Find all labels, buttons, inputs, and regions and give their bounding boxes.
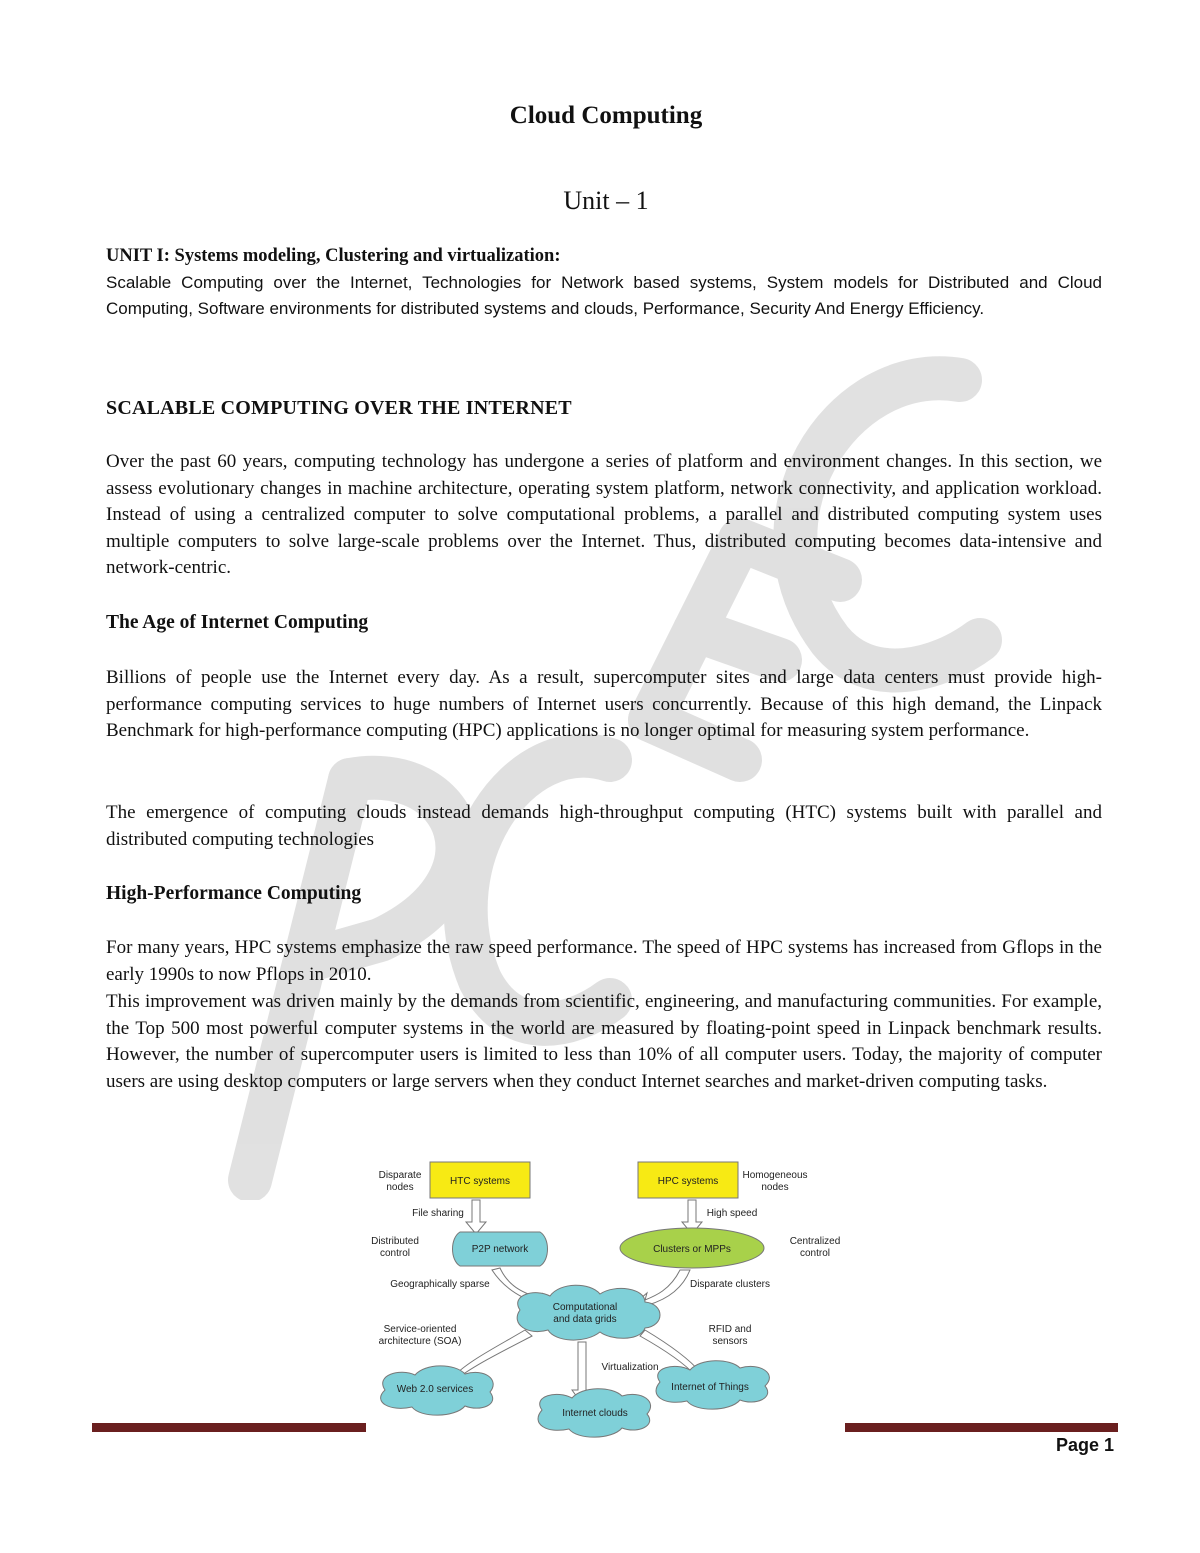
homogeneous-nodes-2: nodes (761, 1182, 789, 1193)
grids-label-1: Computational (552, 1302, 618, 1313)
soa-label-1: Service-oriented (383, 1324, 457, 1335)
footer-bar-right (845, 1423, 1118, 1432)
grids-label-2: and data grids (553, 1314, 617, 1325)
section-heading: SCALABLE COMPUTING OVER THE INTERNET (106, 397, 572, 419)
age-paragraph-2: The emergence of computing clouds instead demands high-throughput computing (HTC) systems built with parallel and distributed computing technologies (106, 802, 1102, 850)
virtualization-label: Virtualization (601, 1362, 659, 1373)
soa-label-2: architecture (SOA) (378, 1336, 462, 1347)
hpc-heading: High-Performance Computing (106, 883, 362, 904)
rfid-label-2: sensors (712, 1336, 748, 1347)
disparate-clusters-label: Disparate clusters (689, 1279, 771, 1290)
distributed-control-2: control (379, 1248, 411, 1259)
centralized-control-1: Centralized (789, 1236, 841, 1247)
unit-syllabus: Scalable Computing over the Internet, Technologies for Network based systems, System models for Distributed and Cloud Computing, Software environments for distributed systems and clouds, Performance, Security And Energy Efficiency. (106, 273, 1102, 318)
age-paragraph-1: Billions of people use the Internet every day. As a result, supercomputer sites and large data centers must provide high-performance computing services to huge numbers of Internet users concurrently. Because of this high demand, the Linpack Benchmark for high-performance computing (HPC) applications is no longer optimal for measuring system performance. (106, 667, 1102, 741)
page-number: Page 1 (1055, 1435, 1114, 1455)
disparate-nodes-2: nodes (386, 1182, 414, 1193)
homogeneous-nodes-1: Homogeneous (742, 1170, 808, 1181)
computing-evolution-diagram (360, 1160, 850, 1445)
arrow-htc (466, 1200, 486, 1234)
htc-systems-label: HTC systems (450, 1176, 510, 1187)
distributed-control-1: Distributed (371, 1236, 419, 1247)
rfid-label-1: RFID and (708, 1324, 752, 1335)
age-heading: The Age of Internet Computing (106, 612, 369, 633)
page-title: Cloud Computing (509, 102, 703, 129)
internet-clouds-label: Internet clouds (562, 1408, 628, 1419)
high-speed-label: High speed (706, 1208, 758, 1219)
unit-heading: UNIT I: Systems modeling, Clustering and virtualization: (106, 246, 561, 266)
clusters-label: Clusters or MPPs (653, 1244, 731, 1255)
hpc-paragraph-1: For many years, HPC systems emphasize the raw speed performance. The speed of HPC systems has increased from Gflops in the early 1990s to now Pflops in 2010. (106, 937, 1102, 985)
iot-label: Internet of Things (671, 1382, 749, 1393)
geo-sparse-label: Geographically sparse (390, 1279, 490, 1290)
footer-bar-left (92, 1423, 366, 1432)
web20-label: Web 2.0 services (396, 1384, 474, 1395)
disparate-nodes-1: Disparate (378, 1170, 422, 1181)
intro-paragraph: Over the past 60 years, computing technology has undergone a series of platform and environment changes. In this section, we assess evolutionary changes in machine architecture, operating system platform, network connectivity, and application workload. Instead of using a centralized computer to solve computational problems, a parallel and distributed computing system uses multiple computers to solve large-scale problems over the Internet. Thus, distributed computing becomes data-intensive and network-centric. (106, 451, 1102, 578)
file-sharing-label: File sharing (412, 1208, 464, 1219)
unit-number: Unit – 1 (563, 186, 649, 215)
hpc-paragraph-2: This improvement was driven mainly by the demands from scientific, engineering, and manufacturing communities. For example, the Top 500 most powerful computer systems in the world are measured by floating-point speed in Linpack benchmark results. However, the number of supercomputer users is limited to less than 10% of all computer users. Today, the majority of computer users are using desktop computers or large servers when they conduct Internet searches and market-driven computing tasks. (106, 991, 1102, 1092)
centralized-control-2: control (799, 1248, 831, 1259)
hpc-systems-label: HPC systems (657, 1176, 719, 1187)
p2p-network-label: P2P network (471, 1244, 529, 1255)
